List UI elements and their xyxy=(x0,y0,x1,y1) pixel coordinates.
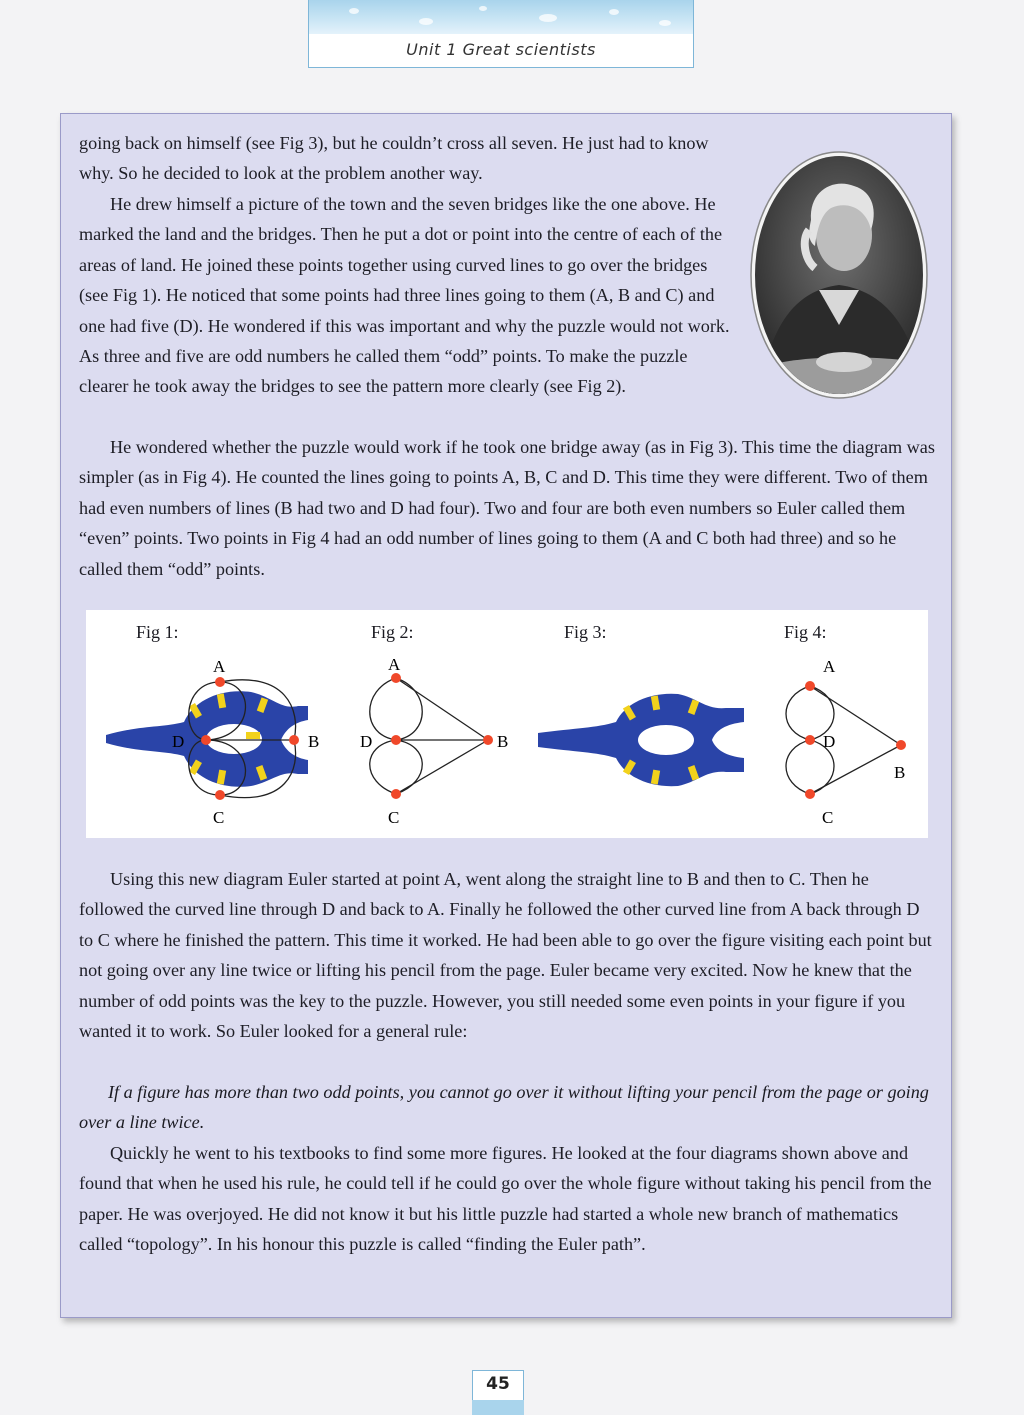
fig1-point-c xyxy=(215,790,225,800)
fig4-point-c xyxy=(805,789,815,799)
header-decoration xyxy=(309,0,693,34)
figures-panel xyxy=(86,610,928,838)
fig4-point-a xyxy=(805,681,815,691)
fig1-label-c: C xyxy=(213,808,225,827)
page-number-strip xyxy=(472,1400,524,1415)
figures-svg xyxy=(86,610,928,838)
fig2-point-d xyxy=(391,735,401,745)
fig4-label-b: B xyxy=(894,763,906,782)
fig4-label-c: C xyxy=(822,808,834,827)
fig2-title: Fig 2: xyxy=(371,622,414,642)
unit-title: Unit 1 Great scientists xyxy=(406,40,596,59)
general-rule: If a figure has more than two odd points, you cannot go over it without lifting your pencil from the page or going over a line twice. xyxy=(79,1082,929,1133)
fig4-label-a: A xyxy=(823,657,836,676)
fig1-point-a xyxy=(215,677,225,687)
paragraph-1: going back on himself (see Fig 3), but he couldn’t cross all seven. He just had to know why. So he decided to look at the problem another way. xyxy=(79,133,709,184)
fig1-label-b: B xyxy=(308,732,320,751)
fig2-point-c xyxy=(391,789,401,799)
fig2-label-c: C xyxy=(388,808,400,827)
fig3-diagram xyxy=(538,694,744,787)
fig1-label-d: D xyxy=(172,732,185,751)
fig2-label-b: B xyxy=(497,732,509,751)
paragraph-5: Quickly he went to his textbooks to find some more figures. He looked at the four diagrams shown above and found that when he used his rule, he could tell if he could go over the whole figure without taking his pencil from the paper. He was overjoyed. He did not know it but his little puzzle had started a whole new branch of mathematics called “topology”. In his honour this puzzle is called “finding the Euler path”. xyxy=(79,1143,932,1255)
fig2-label-d: D xyxy=(360,732,373,751)
page-number-box xyxy=(472,1370,524,1400)
page-number: 45 xyxy=(486,1374,510,1394)
paragraph-2: He drew himself a picture of the town and the seven bridges like the one above. He marked the land and the bridges. Then he put a dot or point into the centre of each of the areas of land. He joined these points together using curved lines to go over the bridges (see Fig 1). He noticed that some points had three lines going to them (A, B and C) and one had five (D). He wondered if this was important and why the puzzle would not work. As three and five are odd numbers he called them “odd” points. To make the puzzle clearer he took away the bridges to see the pattern more clearly (see Fig 2). xyxy=(79,194,730,397)
paragraph-4: Using this new diagram Euler started at point A, went along the straight line to B and then to C. Then he followed the curved line through D and back to A. Finally he followed the other curved line from A back through D to C where he finished the pattern. This time it worked. He had been able to go over the figure visiting each point but not going over any line twice or lifting his pencil from the page. Euler became very excited. Now he knew that the number of odd points was the key to the puzzle. However, you still needed some even points in your figure if you wanted it to work. So Euler looked for a general rule: xyxy=(79,869,932,1042)
fig1-diagram xyxy=(106,657,319,827)
euler-portrait xyxy=(749,150,929,400)
fig2-diagram xyxy=(360,655,508,827)
fig1-point-b xyxy=(289,735,299,745)
fig4-point-d xyxy=(805,735,815,745)
fig4-title: Fig 4: xyxy=(784,622,827,642)
fig4-label-d: D xyxy=(823,732,836,751)
fig1-point-d xyxy=(201,735,211,745)
paragraph-3: He wondered whether the puzzle would work if he took one bridge away (as in Fig 3). This time the diagram was simpler (as in Fig 4). He counted the lines going to points A, B, C and D. This time they were different. Two of them had even numbers of lines (B had two and D had four). Two and four are both even numbers so Euler called them “even” points. Two points in Fig 4 had an odd number of lines going to them (A and C both had three) and so he called them “odd” points. xyxy=(79,437,935,579)
fig2-point-b xyxy=(483,735,493,745)
fig3-title: Fig 3: xyxy=(564,622,607,642)
unit-header xyxy=(308,0,694,68)
fig1-title: Fig 1: xyxy=(136,622,179,642)
fig4-point-b xyxy=(896,740,906,750)
fig2-point-a xyxy=(391,673,401,683)
fig2-label-a: A xyxy=(388,655,401,674)
fig1-label-a: A xyxy=(213,657,226,676)
fig4-diagram xyxy=(786,657,906,827)
